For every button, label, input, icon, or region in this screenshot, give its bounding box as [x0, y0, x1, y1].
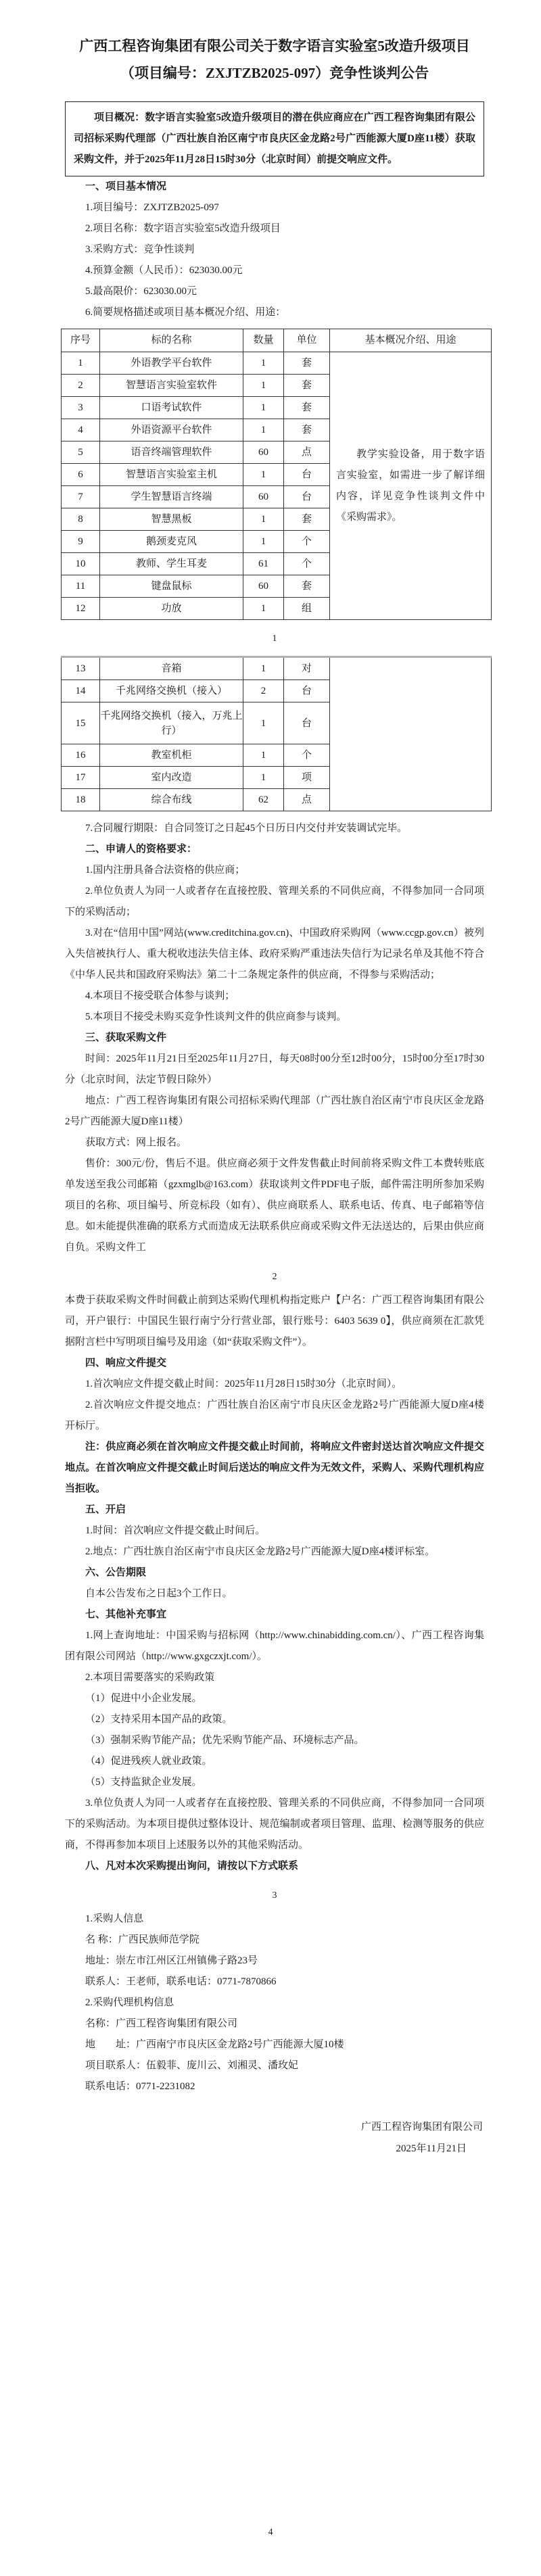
cell-qty: 1: [243, 419, 284, 442]
policy-item: （4）促进残疾人就业政策。: [85, 1756, 212, 1767]
cell-name: 室内改造: [100, 767, 243, 789]
cell-no: 2: [62, 375, 100, 397]
section-6-heading: 六、公告期限: [85, 1567, 147, 1578]
cell-unit: 个: [284, 744, 330, 767]
header-no: 序号: [62, 329, 100, 352]
announcement-period: 自本公告发布之日起3个工作日。: [85, 1588, 233, 1599]
page-title: [65, 32, 484, 87]
page-number-4: 4: [268, 2527, 273, 2537]
doc-obtain-time: 时间：2025年11月21日至2025年11月27日，每天08时00分至12时00分，15时00分至17时30分（北京时间，法定节假日除外）: [65, 1053, 484, 1085]
cell-unit: 套: [284, 352, 330, 375]
section-3-heading: 三、获取采购文件: [85, 1032, 167, 1043]
project-name: 2.项目名称：数字语言实验室5改造升级项目: [85, 223, 281, 234]
max-price: 5.最高限价：623030.00元: [85, 286, 197, 297]
header-desc: 基本概况介绍、用途: [330, 329, 492, 352]
cell-no: 11: [62, 575, 100, 598]
cell-name: 教师、学生耳麦: [100, 553, 243, 575]
cell-no: 12: [62, 598, 100, 620]
cell-name: 音箱: [100, 657, 243, 680]
cell-name: 语音终端管理软件: [100, 442, 243, 464]
cell-unit: 对: [284, 657, 330, 680]
qualification-item: 5.本项目不接受未购买竞争性谈判文件的供应商参与谈判。: [85, 1011, 347, 1022]
contract-term: 7.合同履行期限：自合同签订之日起45个日历日内交付并安装调试完毕。: [85, 823, 408, 834]
purchaser-heading: 1.采购人信息: [85, 1913, 144, 1924]
cell-no: 9: [62, 531, 100, 553]
cell-qty: 1: [243, 744, 284, 767]
cell-unit: 套: [284, 397, 330, 419]
section-8-heading: 八、凡对本次采购提出询问，请按以下方式联系: [85, 1861, 299, 1871]
announcement-document: [65, 32, 484, 2160]
cell-qty: 60: [243, 442, 284, 464]
cell-no: 3: [62, 397, 100, 419]
cell-qty: 62: [243, 789, 284, 811]
purchaser-contact: 联系人：王老师，联系电话：0771-7870866: [85, 1976, 277, 1987]
agency-project-contacts: 项目联系人：伍毅菲、庞川云、刘湘灵、潘玫妃: [85, 2060, 299, 2071]
cell-qty: 1: [243, 702, 284, 744]
purchaser-name: 名 称：广西民族师范学院: [85, 1934, 199, 1945]
cell-name: 智慧黑板: [100, 508, 243, 531]
cell-unit: 点: [284, 442, 330, 464]
cell-description: 教学实验设备，用于数字语言实验室，如需进一步了解详细内容，详见竞争性谈判文件中《采购需求》。: [330, 352, 492, 620]
response-place: 2.首次响应文件提交地点：广西壮族自治区南宁市良庆区金龙路2号广西能源大厦D座4楼开标厅。: [65, 1400, 484, 1431]
cell-no: 7: [62, 486, 100, 508]
signature-date: 2025年11月21日: [396, 2143, 467, 2154]
qualification-item: 4.本项目不接受联合体参与谈判；: [85, 991, 235, 1001]
cell-no: 18: [62, 789, 100, 811]
section-1-heading: 一、项目基本情况: [85, 181, 167, 192]
cell-unit: 点: [284, 789, 330, 811]
cell-unit: 项: [284, 767, 330, 789]
cell-name: 键盘鼠标: [100, 575, 243, 598]
cell-name: 外语资源平台软件: [100, 419, 243, 442]
cell-name: 学生智慧语言终端: [100, 486, 243, 508]
spec-intro-label: 6.简要规格描述或项目基本概况介绍、用途：: [85, 307, 286, 318]
table-row: [62, 352, 492, 375]
cell-unit: 台: [284, 464, 330, 486]
cell-name: 外语教学平台软件: [100, 352, 243, 375]
policy-item: （5）支持监狱企业发展。: [85, 1777, 202, 1788]
online-query-address: 1.网上查询地址：中国采购与招标网（http://www.chinabidding.com.cn/）、广西工程咨询集团有限公司网站（http://www.gxgczxjt.com/）。: [65, 1630, 484, 1662]
cell-name: 千兆网络交换机（接入）: [100, 680, 243, 702]
cell-unit: 台: [284, 486, 330, 508]
cell-unit: 套: [284, 419, 330, 442]
page-number-3: 3: [272, 1890, 277, 1901]
cell-unit: 台: [284, 702, 330, 744]
cell-no: 8: [62, 508, 100, 531]
cell-no: 4: [62, 419, 100, 442]
cell-name: 智慧语言实验室软件: [100, 375, 243, 397]
policy-item-3: 3.单位负责人为同一人或者存在直接控股、管理关系的不同供应商，不得参加同一合同项下的采购活动。为本项目提供过整体设计、规范编制或者项目管理、监理、检测等服务的供应商，不得再参加本项目上述服务以外的其他采购活动。: [65, 1798, 484, 1851]
policy-item: （2）支持采用本国产品的政策。: [85, 1714, 233, 1725]
cell-unit: 套: [284, 375, 330, 397]
cell-qty: 1: [243, 767, 284, 789]
budget-amount: 4.预算金额（人民币）：623030.00元: [85, 265, 243, 276]
cell-qty: 1: [243, 397, 284, 419]
cell-no: 17: [62, 767, 100, 789]
cell-no: 14: [62, 680, 100, 702]
cell-name: 功放: [100, 598, 243, 620]
qualification-item: 2.单位负责人为同一人或者存在直接控股、管理关系的不同供应商，不得参加同一合同项下的采购活动；: [65, 886, 484, 917]
table-row: [62, 657, 492, 680]
header-qty: 数量: [243, 329, 284, 352]
section-5-heading: 五、开启: [85, 1504, 126, 1515]
page-number-1: 1: [272, 634, 277, 644]
opening-place: 2.地点：广西壮族自治区南宁市良庆区金龙路2号广西能源大厦D座4楼评标室。: [85, 1546, 436, 1557]
cell-unit: 个: [284, 553, 330, 575]
agency-phone: 联系电话：0771-2231082: [85, 2081, 195, 2092]
cell-qty: 1: [243, 598, 284, 620]
cell-no: 15: [62, 702, 100, 744]
header-unit: 单位: [284, 329, 330, 352]
purchaser-address: 地址：崇左市江州区江州镇佛子路23号: [85, 1955, 258, 1966]
cell-qty: 61: [243, 553, 284, 575]
table-header-row: [62, 329, 492, 352]
items-table-part2: [61, 656, 492, 811]
title-line-2: （项目编号：ZXJTZB2025-097）竞争性谈判公告: [120, 65, 429, 81]
qualification-item: 1.国内注册具备合法资格的供应商；: [85, 865, 245, 876]
cell-no: 1: [62, 352, 100, 375]
section-2-heading: 二、申请人的资格要求：: [85, 844, 197, 855]
cell-description-empty: [330, 657, 492, 811]
cell-name: 鹅颈麦克风: [100, 531, 243, 553]
policy-item: （1）促进中小企业发展。: [85, 1693, 202, 1704]
section-4-heading: 四、响应文件提交: [85, 1358, 167, 1368]
cell-no: 5: [62, 442, 100, 464]
doc-obtain-place: 地点：广西工程咨询集团有限公司招标采购代理部（广西壮族自治区南宁市良庆区金龙路2号广西能源大厦D座11楼）: [65, 1095, 484, 1127]
items-table-part1: [61, 329, 492, 620]
cell-qty: 1: [243, 657, 284, 680]
agency-heading: 2.采购代理机构信息: [85, 1997, 174, 2008]
cell-no: 10: [62, 553, 100, 575]
cell-unit: 套: [284, 508, 330, 531]
signature-block: [65, 2116, 484, 2160]
cell-qty: 1: [243, 464, 284, 486]
section-7-heading: 七、其他补充事宜: [85, 1609, 167, 1620]
cell-unit: 套: [284, 575, 330, 598]
cell-name: 智慧语言实验室主机: [100, 464, 243, 486]
cell-name: 千兆网络交换机（接入，万兆上行）: [100, 702, 243, 744]
cell-qty: 1: [243, 375, 284, 397]
signature-company: 广西工程咨询集团有限公司: [360, 2122, 483, 2132]
cell-qty: 2: [243, 680, 284, 702]
cell-qty: 1: [243, 531, 284, 553]
cell-unit: 组: [284, 598, 330, 620]
cell-unit: 个: [284, 531, 330, 553]
cell-no: 6: [62, 464, 100, 486]
doc-obtain-method: 获取方式：网上报名。: [85, 1137, 187, 1148]
cell-unit: 台: [284, 680, 330, 702]
procurement-method: 3.采购方式：竞争性谈判: [85, 244, 195, 255]
policy-heading: 2.本项目需要落实的采购政策: [85, 1672, 215, 1683]
agency-address: 地 址：广西南宁市良庆区金龙路2号广西能源大厦10楼: [85, 2039, 344, 2050]
doc-price-part2: 本费于获取采购文件时间截止前到达采购代理机构指定账户【户名：广西工程咨询集团有限公司，开户银行：中国民生银行南宁分行营业部，银行账号：6403 5639 0】，供应商须在汇款凭据附言栏中写明项目编号及用途（如“获取采购文件”）。: [65, 1295, 484, 1347]
response-deadline: 1.首次响应文件提交截止时间：2025年11月28日15时30分（北京时间）。: [85, 1379, 402, 1389]
page-number-2: 2: [272, 1272, 277, 1282]
cell-name: 教室机柜: [100, 744, 243, 767]
project-number: 1.项目编号：ZXJTZB2025-097: [85, 202, 219, 213]
cell-name: 综合布线: [100, 789, 243, 811]
agency-name: 名称：广西工程咨询集团有限公司: [85, 2018, 238, 2029]
header-name: 标的名称: [100, 329, 243, 352]
cell-name: 口语考试软件: [100, 397, 243, 419]
title-line-1: 广西工程咨询集团有限公司关于数字语言实验室5改造升级项目: [79, 38, 470, 54]
cell-qty: 1: [243, 508, 284, 531]
cell-qty: 1: [243, 352, 284, 375]
opening-time: 1.时间：首次响应文件提交截止时间后。: [85, 1525, 266, 1536]
project-overview-box: [65, 101, 484, 176]
cell-qty: 60: [243, 575, 284, 598]
project-overview-text: 项目概况：数字语言实验室5改造升级项目的潜在供应商应在广西工程咨询集团有限公司招标采购代理部（广西壮族自治区南宁市良庆区金龙路2号广西能源大厦D座11楼）获取采购文件，并于2025年11月28日15时30分（北京时间）前提交响应文件。: [74, 112, 475, 165]
policy-item: （3）强制采购节能产品；优先采购节能产品、环境标志产品。: [85, 1735, 364, 1746]
cell-no: 13: [62, 657, 100, 680]
response-note: 注：供应商必须在首次响应文件提交截止时间前，将响应文件密封送达首次响应文件提交地点。在首次响应文件提交截止时间后送达的响应文件为无效文件，采购人、采购代理机构应当拒收。: [65, 1441, 484, 1494]
cell-no: 16: [62, 744, 100, 767]
doc-price-part1: 售价：300元/份，售后不退。供应商必须于文件发售截止时间前将采购文件工本费转账底单发送至我公司邮箱（gzxmglb@163.com）获取谈判文件PDF电子版，邮件需注明所参加采购项目的名称、项目编号、所竞标段（如有）、供应商联系人、联系电话、传真、电子邮箱等信息。如未能提供准确的联系方式而造成无法联系供应商或采购文件无法送达的，后果由供应商自负。采购文件工: [65, 1158, 484, 1253]
cell-qty: 60: [243, 486, 284, 508]
qualification-item: 3.对在“信用中国”网站(www.creditchina.gov.cn)、中国政府采购网（www.ccgp.gov.cn）被列入失信被执行人、重大税收违法失信主体、政府采购严重违法失信行为记录名单及其他不符合《中华人民共和国政府采购法》第二十二条规定条件的供应商，不得参与采购活动；: [65, 928, 484, 980]
